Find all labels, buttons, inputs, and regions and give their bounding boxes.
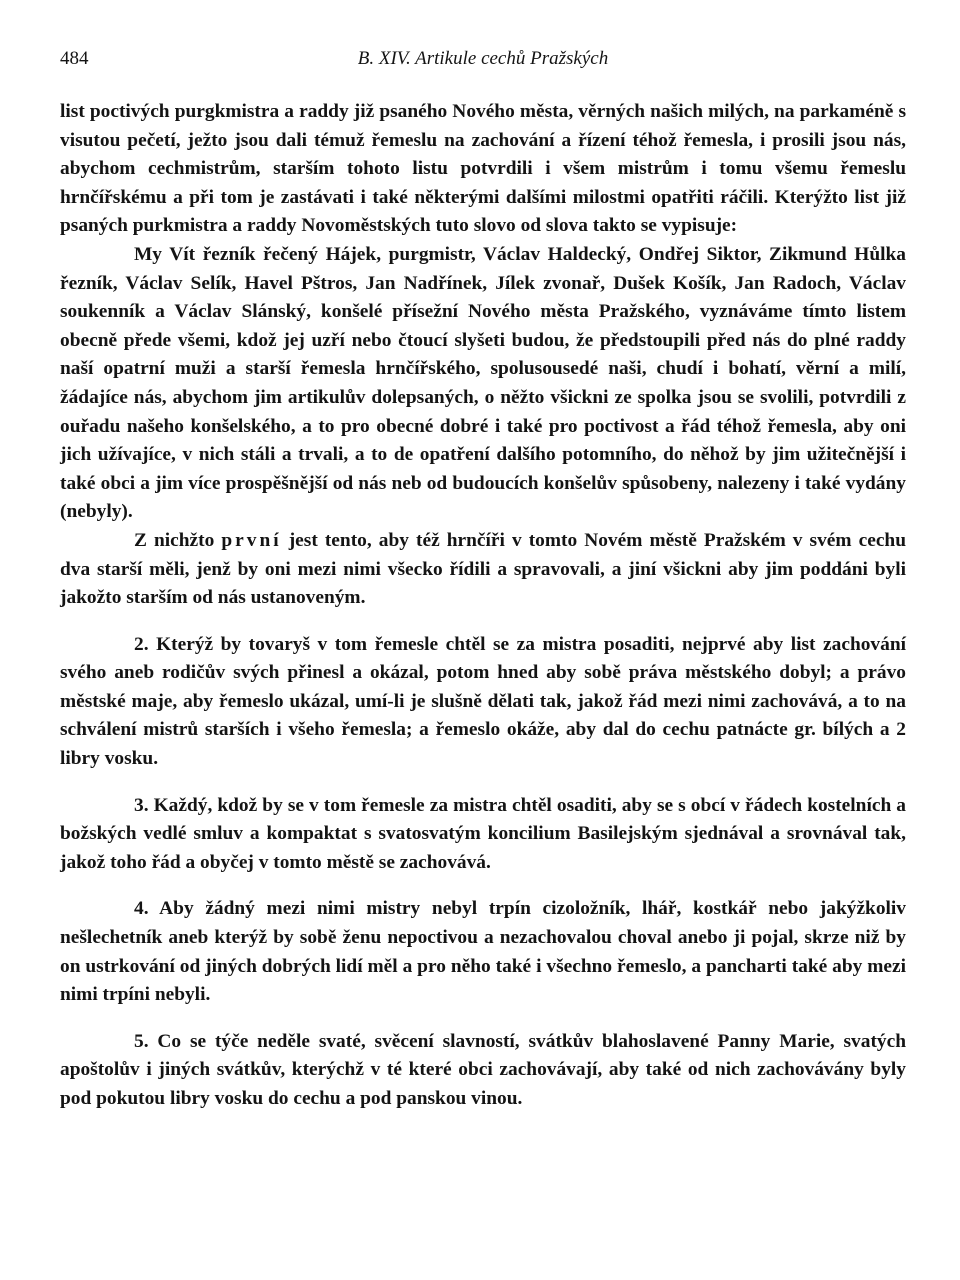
page-number: 484 bbox=[60, 48, 89, 69]
article-3-paragraph: 3. Každý, kdož by se v tom řemesle za mistra chtěl osaditi, aby se s obcí v řádech kostelních a božských vedlé smluv a kompaktat s svatosvatým koncilium Basilejským sjednával a srovnával tak, jakož toho řád a obyčej v tomto městě se zachovává. bbox=[60, 794, 906, 873]
running-header bbox=[60, 44, 906, 74]
article-1-text: jest tento, aby též hrnčíři v tomto Novém městě Pražském v svém cechu dva starší měli, jenž by oni mezi nimi všecko řídili a spravovali, a jiní všickni aby jim poddáni byli jakožto starším od nás ustanoveným. bbox=[60, 529, 907, 609]
article-1-lead: Z nichžto bbox=[134, 529, 222, 551]
running-title: B. XIV. Artikule cechů Pražských bbox=[357, 48, 609, 69]
article-2-paragraph: 2. Kterýž by tovaryš v tom řemesle chtěl se za mistra posaditi, nejprvé aby list zachování svého aneb rodičův svých přinesl a okázal, potom hned aby sobě práva městského dobyl; a právo městské maje, aby řemeslo ukázal, umí-li je slušně dělati tak, jakož řád mezi nimi zachovává, a to na schválení mistrů starších i všeho řemesla; a řemeslo okáže, aby dal do cechu patnácte gr. bílých a 2 libry vosku. bbox=[60, 633, 906, 770]
intro-paragraph: list poctivých purgkmistra a raddy již psaného Nového města, věrných našich milých, na parkaméně s visutou pečetí, ježto jsou dali témuž řemeslu na zachování a řízení téhož řemesla, i prosili jsou nás, abychom cechmistrům, starším tohoto listu potvrdili i všem mistrům i tomu všemu řemeslu hrnčířskému a při tom je zastávati i také některými dalšími milostmi opatřiti ráčili. Kterýžto list již psaných purkmistra a raddy Novoměstských tuto slovo od slova takto se vypisuje: bbox=[60, 101, 906, 237]
charter-paragraph: My Vít řezník řečený Hájek, purgmistr, Václav Haldecký, Ondřej Siktor, Zikmund Hůlka řezník, Václav Selík, Havel Pštros, Jan Nadřínek, Jílek zvonař, Dušek Košík, Jan Radoch, Václav soukenník a Václav Slánský, konšelé přísežní Nového města Pražského, vyznáváme tímto listem obecně přede všemi, kdož jej uzří nebo čtoucí slyšeti budou, že předstoupili před nás do plné raddy naší opatrní muži a starší řemesla hrnčířského, spolusousedé naši, chudí i bohatí, věrní a milí, žádajíce nás, abychom jim artikulův dolepsaných, o něžto všickni ze spolka jsou se svolili, potvrdili z ouřadu našeho konšelského, a to pro obecné dobré i také pro poctivost a řád téhož řemesla, aby oni jich užívajíce, v nich stáli a trvali, a to de opatření dalšího potomního, do něhož by jim užitečnější i také obci a jim více prospěšnější od nás neb od budoucích konšelův spůsobeny, nalezeny i také vydány (nebyly). bbox=[60, 243, 906, 523]
document-page bbox=[60, 44, 906, 1114]
article-1-ordinal: první bbox=[221, 529, 282, 551]
article-4-paragraph: 4. Aby žádný mezi nimi mistry nebyl trpín cizoložník, lhář, kostkář nebo jakýžkoliv nešlechetník aneb kterýž by sobě ženu nepoctivou a nezachovalou choval anebo ji pojal, skrze niž by on ustrkování od jiných dobrých lidí měl a pro něho také i všechno řemeslo, a pancharti také aby mezi nimi trpíni nebyli. bbox=[60, 898, 906, 1006]
article-5-paragraph: 5. Co se týče neděle svaté, svěcení slavností, svátkův blahoslavené Panny Marie, svatých apoštolův i jiných svátkův, kterýchž v té které obci zachovávají, aby také od nich zachovávány byly pod pokutou libry vosku do cechu a pod panskou vinou. bbox=[60, 1030, 906, 1109]
document-body bbox=[60, 98, 906, 1114]
article-1-paragraph bbox=[60, 527, 906, 613]
